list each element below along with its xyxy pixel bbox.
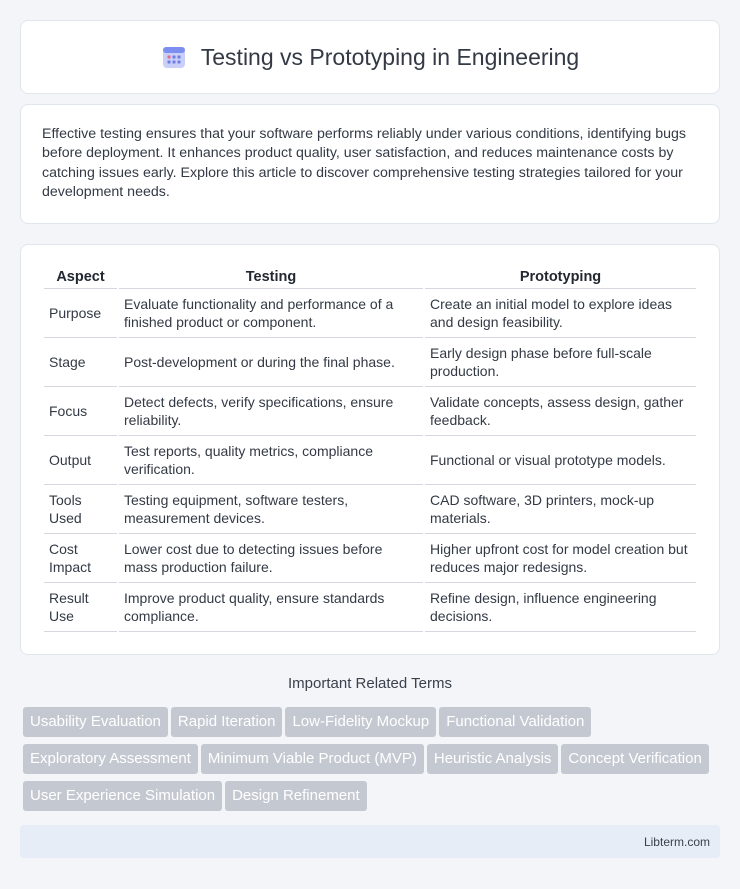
cell-aspect: Purpose [44, 289, 117, 338]
cell-testing: Improve product quality, ensure standards compliance. [119, 583, 423, 632]
cell-testing: Detect defects, verify specifications, ensure reliability. [119, 387, 423, 436]
tag-low-fidelity-mockup[interactable]: Low-Fidelity Mockup [285, 707, 436, 737]
header-testing: Testing [119, 265, 423, 289]
cell-prototyping: Functional or visual prototype models. [425, 436, 696, 485]
tag-user-experience-simulation[interactable]: User Experience Simulation [23, 781, 222, 811]
page-title: Testing vs Prototyping in Engineering [200, 43, 580, 70]
tag-rapid-iteration[interactable]: Rapid Iteration [171, 707, 283, 737]
related-terms-list [23, 707, 723, 818]
tag-design-refinement[interactable]: Design Refinement [225, 781, 367, 811]
header-card [20, 20, 720, 94]
tag-functional-validation[interactable]: Functional Validation [439, 707, 591, 737]
cell-aspect: Tools Used [44, 485, 117, 534]
cell-aspect: Cost Impact [44, 534, 117, 583]
table-row [44, 485, 696, 534]
header-prototyping: Prototyping [425, 265, 696, 289]
tag-concept-verification[interactable]: Concept Verification [561, 744, 708, 774]
intro-card [20, 104, 720, 224]
tag-heuristic-analysis[interactable]: Heuristic Analysis [427, 744, 559, 774]
table-row [44, 583, 696, 632]
comparison-table-card [20, 244, 720, 655]
tag-usability-evaluation[interactable]: Usability Evaluation [23, 707, 168, 737]
table-row [44, 289, 696, 338]
header-aspect: Aspect [44, 265, 117, 289]
cell-testing: Testing equipment, software testers, measurement devices. [119, 485, 423, 534]
table-header-row [44, 265, 696, 289]
cell-prototyping: Early design phase before full-scale production. [425, 338, 696, 387]
table-row [44, 387, 696, 436]
cell-prototyping: Validate concepts, assess design, gather feedback. [425, 387, 696, 436]
comparison-table [42, 265, 698, 632]
intro-paragraph: Effective testing ensures that your software performs reliably under various conditions, identifying bugs before deployment. It enhances product quality, user satisfaction, and reduces maintenance costs by catching issues early. Explore this article to discover comprehensive testing strategies tailored for your development needs. [42, 126, 687, 200]
tag-minimum-viable-product[interactable]: Minimum Viable Product (MVP) [201, 744, 424, 774]
table-row [44, 436, 696, 485]
cell-testing: Evaluate functionality and performance of a finished product or component. [119, 289, 423, 338]
cell-prototyping: Refine design, influence engineering decisions. [425, 583, 696, 632]
tag-exploratory-assessment[interactable]: Exploratory Assessment [23, 744, 198, 774]
cell-prototyping: CAD software, 3D printers, mock-up materials. [425, 485, 696, 534]
cell-testing: Lower cost due to detecting issues before mass production failure. [119, 534, 423, 583]
calendar-grid-icon [161, 44, 187, 70]
related-terms-title: Important Related Terms [288, 675, 452, 692]
table-row [44, 338, 696, 387]
footer-bar [20, 825, 720, 858]
cell-aspect: Result Use [44, 583, 117, 632]
cell-prototyping: Higher upfront cost for model creation but reduces major redesigns. [425, 534, 696, 583]
cell-testing: Test reports, quality metrics, compliance verification. [119, 436, 423, 485]
cell-aspect: Focus [44, 387, 117, 436]
cell-aspect: Output [44, 436, 117, 485]
table-row [44, 534, 696, 583]
footer-site-link[interactable]: Libterm.com [643, 835, 710, 849]
cell-testing: Post-development or during the final phase. [119, 338, 423, 387]
cell-prototyping: Create an initial model to explore ideas and design feasibility. [425, 289, 696, 338]
cell-aspect: Stage [44, 338, 117, 387]
